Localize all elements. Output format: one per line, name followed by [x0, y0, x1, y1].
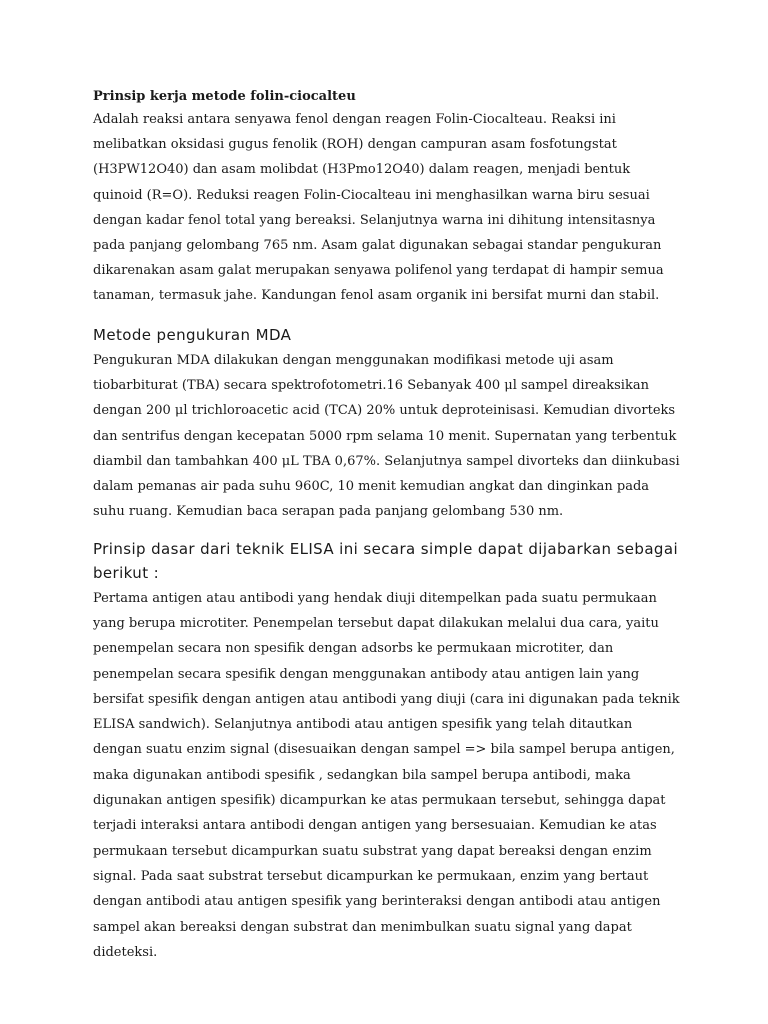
section-folin-ciocalteu	[93, 86, 683, 309]
document-page	[93, 86, 683, 965]
section-elisa	[93, 537, 683, 965]
section-body: Adalah reaksi antara senyawa fenol dengan reagen Folin-Ciocalteau. Reaksi ini melibatkan oksidasi gugus fenolik (ROH) dengan campuran asam fosfotungstat (H3PW12O40) dan asam molibdat (H3Pmo12O40) dalam reagen, menjadi bentuk quinoid (R=O). Reduksi reagen Folin-Ciocalteau ini menghasilkan warna biru sesuai dengan kadar fenol total yang bereaksi. Selanjutnya warna ini dihitung intensitasnya pada panjang gelombang 765 nm. Asam galat digunakan sebagai standar pengukuran dikarenakan asam galat merupakan senyawa polifenol yang terdapat di hampir semua tanaman, termasuk jahe. Kandungan fenol asam organik ini bersifat murni dan stabil.	[93, 112, 664, 304]
section-mda	[93, 323, 683, 525]
section-body: Pertama antigen atau antibodi yang hendak diuji ditempelkan pada suatu permukaan yang berupa microtiter. Penempelan tersebut dapat dilakukan melalui dua cara, yaitu penempelan secara non spesifik dengan adsorbs ke permukaan microtiter, dan penempelan secara spesifik dengan menggunakan antibody atau antigen lain yang bersifat spesifik dengan antigen atau antibodi yang diuji (cara ini digunakan pada teknik ELISA sandwich). Selanjutnya antibodi atau antigen spesifik yang telah ditautkan dengan suatu enzim signal (disesuaikan dengan sampel => bila sampel berupa antigen, maka digunakan antibodi spesifik , sedangkan bila sampel berupa antibodi, maka digunakan antigen spesifik) dicampurkan ke atas permukaan tersebut, sehingga dapat terjadi interaksi antara antibodi dengan antigen yang bersesuaian. Kemudian ke atas permukaan tersebut dicampurkan suatu substrat yang dapat bereaksi dengan enzim signal. Pada saat substrat tersebut dicampurkan ke permukaan, enzim yang bertaut dengan antibodi atau antigen spesifik yang berinteraksi dengan antibodi atau antigen sampel akan bereaksi dengan substrat dan menimbulkan suatu signal yang dapat dideteksi.	[93, 590, 680, 960]
section-heading: Prinsip dasar dari teknik ELISA ini secara simple dapat dijabarkan sebagai berikut :	[93, 539, 679, 582]
section-body: Pengukuran MDA dilakukan dengan menggunakan modifikasi metode uji asam tiobarbiturat (TBA) secara spektrofotometri.16 Sebanyak 400 μl sampel direaksikan dengan 200 μl trichloroacetic acid (TCA) 20% untuk deproteinisasi. Kemudian divorteks dan sentrifus dengan kecepatan 5000 rpm selama 10 menit. Supernatan yang terbentuk diambil dan tambahkan 400 μL TBA 0,67%. Selanjutnya sampel divorteks dan diinkubasi dalam pemanas air pada suhu 960C, 10 menit kemudian angkat dan dinginkan pada suhu ruang. Kemudian baca serapan pada panjang gelombang 530 nm.	[93, 352, 680, 520]
section-heading: Prinsip kerja metode folin-ciocalteu	[93, 89, 356, 104]
section-heading: Metode pengukuran MDA	[93, 325, 292, 344]
